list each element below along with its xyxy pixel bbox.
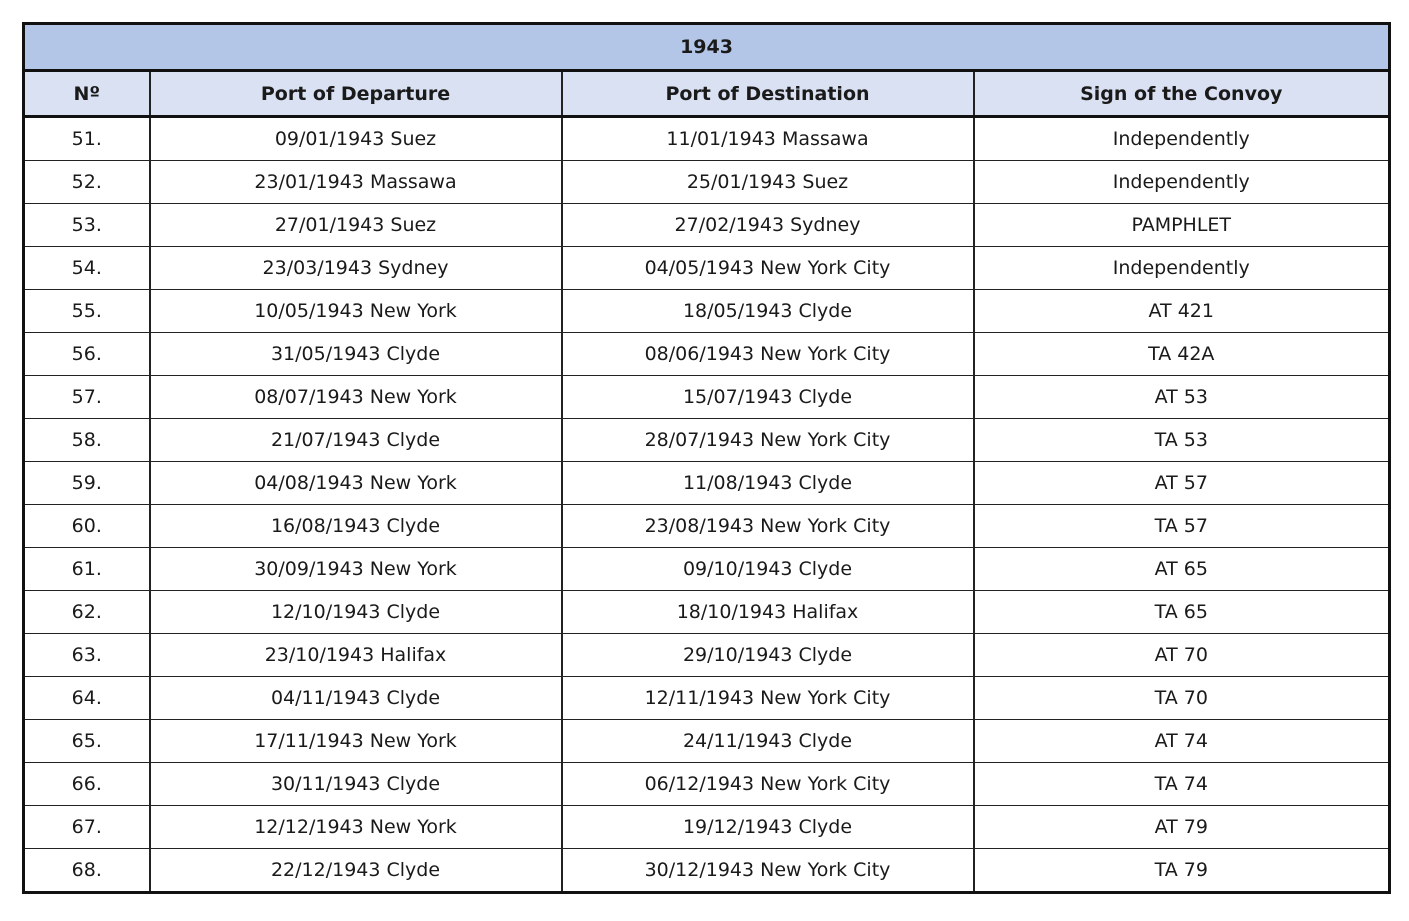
- cell-departure: 23/01/1943 Massawa: [150, 161, 562, 204]
- column-header-destination: Port of Destination: [562, 71, 974, 117]
- cell-destination: 08/06/1943 New York City: [562, 333, 974, 376]
- cell-destination: 19/12/1943 Clyde: [562, 806, 974, 849]
- table-row: [24, 505, 1390, 548]
- cell-number: 61.: [24, 548, 150, 591]
- cell-destination: 24/11/1943 Clyde: [562, 720, 974, 763]
- cell-destination: 12/11/1943 New York City: [562, 677, 974, 720]
- cell-convoy-sign: TA 53: [974, 419, 1390, 462]
- cell-number: 60.: [24, 505, 150, 548]
- cell-departure: 21/07/1943 Clyde: [150, 419, 562, 462]
- convoy-table: [22, 22, 1391, 894]
- cell-destination: 04/05/1943 New York City: [562, 247, 974, 290]
- cell-departure: 12/12/1943 New York: [150, 806, 562, 849]
- cell-number: 64.: [24, 677, 150, 720]
- cell-convoy-sign: TA 79: [974, 849, 1390, 893]
- cell-destination: 28/07/1943 New York City: [562, 419, 974, 462]
- cell-number: 59.: [24, 462, 150, 505]
- table-row: [24, 333, 1390, 376]
- year-header: 1943: [24, 24, 1390, 71]
- cell-departure: 27/01/1943 Suez: [150, 204, 562, 247]
- table-row: [24, 591, 1390, 634]
- table-body: [24, 117, 1390, 893]
- cell-number: 65.: [24, 720, 150, 763]
- cell-destination: 06/12/1943 New York City: [562, 763, 974, 806]
- cell-number: 63.: [24, 634, 150, 677]
- cell-destination: 18/10/1943 Halifax: [562, 591, 974, 634]
- cell-destination: 29/10/1943 Clyde: [562, 634, 974, 677]
- cell-destination: 18/05/1943 Clyde: [562, 290, 974, 333]
- table-row: [24, 720, 1390, 763]
- column-header-departure: Port of Departure: [150, 71, 562, 117]
- table-row: [24, 247, 1390, 290]
- cell-destination: 15/07/1943 Clyde: [562, 376, 974, 419]
- cell-convoy-sign: Independently: [974, 161, 1390, 204]
- cell-departure: 30/09/1943 New York: [150, 548, 562, 591]
- cell-convoy-sign: AT 421: [974, 290, 1390, 333]
- cell-departure: 23/10/1943 Halifax: [150, 634, 562, 677]
- table-row: [24, 677, 1390, 720]
- cell-departure: 22/12/1943 Clyde: [150, 849, 562, 893]
- cell-destination: 30/12/1943 New York City: [562, 849, 974, 893]
- cell-number: 62.: [24, 591, 150, 634]
- cell-convoy-sign: Independently: [974, 247, 1390, 290]
- cell-departure: 23/03/1943 Sydney: [150, 247, 562, 290]
- table-row: [24, 290, 1390, 333]
- cell-number: 67.: [24, 806, 150, 849]
- cell-departure: 08/07/1943 New York: [150, 376, 562, 419]
- cell-convoy-sign: TA 70: [974, 677, 1390, 720]
- cell-departure: 12/10/1943 Clyde: [150, 591, 562, 634]
- cell-departure: 31/05/1943 Clyde: [150, 333, 562, 376]
- cell-convoy-sign: TA 65: [974, 591, 1390, 634]
- table-row: [24, 462, 1390, 505]
- table-row: [24, 763, 1390, 806]
- cell-destination: 27/02/1943 Sydney: [562, 204, 974, 247]
- cell-number: 58.: [24, 419, 150, 462]
- cell-convoy-sign: AT 57: [974, 462, 1390, 505]
- cell-destination: 09/10/1943 Clyde: [562, 548, 974, 591]
- cell-convoy-sign: AT 74: [974, 720, 1390, 763]
- cell-departure: 09/01/1943 Suez: [150, 117, 562, 161]
- cell-departure: 04/08/1943 New York: [150, 462, 562, 505]
- cell-destination: 11/01/1943 Massawa: [562, 117, 974, 161]
- table-row: [24, 634, 1390, 677]
- table-row: [24, 117, 1390, 161]
- cell-number: 52.: [24, 161, 150, 204]
- table-row: [24, 849, 1390, 893]
- cell-convoy-sign: Independently: [974, 117, 1390, 161]
- year-header-row: [24, 24, 1390, 71]
- cell-convoy-sign: AT 53: [974, 376, 1390, 419]
- cell-convoy-sign: TA 74: [974, 763, 1390, 806]
- cell-convoy-sign: TA 42A: [974, 333, 1390, 376]
- cell-number: 54.: [24, 247, 150, 290]
- cell-destination: 25/01/1943 Suez: [562, 161, 974, 204]
- cell-number: 57.: [24, 376, 150, 419]
- table-row: [24, 548, 1390, 591]
- cell-convoy-sign: TA 57: [974, 505, 1390, 548]
- cell-departure: 04/11/1943 Clyde: [150, 677, 562, 720]
- cell-destination: 23/08/1943 New York City: [562, 505, 974, 548]
- cell-departure: 10/05/1943 New York: [150, 290, 562, 333]
- cell-departure: 17/11/1943 New York: [150, 720, 562, 763]
- cell-departure: 30/11/1943 Clyde: [150, 763, 562, 806]
- cell-number: 56.: [24, 333, 150, 376]
- convoy-table-container: [22, 22, 1388, 894]
- cell-convoy-sign: AT 79: [974, 806, 1390, 849]
- table-row: [24, 419, 1390, 462]
- cell-destination: 11/08/1943 Clyde: [562, 462, 974, 505]
- column-header-convoy-sign: Sign of the Convoy: [974, 71, 1390, 117]
- column-header-number: Nº: [24, 71, 150, 117]
- cell-number: 51.: [24, 117, 150, 161]
- table-row: [24, 376, 1390, 419]
- cell-number: 68.: [24, 849, 150, 893]
- column-header-row: [24, 71, 1390, 117]
- cell-convoy-sign: AT 70: [974, 634, 1390, 677]
- cell-number: 66.: [24, 763, 150, 806]
- cell-number: 53.: [24, 204, 150, 247]
- cell-convoy-sign: PAMPHLET: [974, 204, 1390, 247]
- cell-number: 55.: [24, 290, 150, 333]
- cell-convoy-sign: AT 65: [974, 548, 1390, 591]
- table-row: [24, 806, 1390, 849]
- table-row: [24, 204, 1390, 247]
- table-row: [24, 161, 1390, 204]
- cell-departure: 16/08/1943 Clyde: [150, 505, 562, 548]
